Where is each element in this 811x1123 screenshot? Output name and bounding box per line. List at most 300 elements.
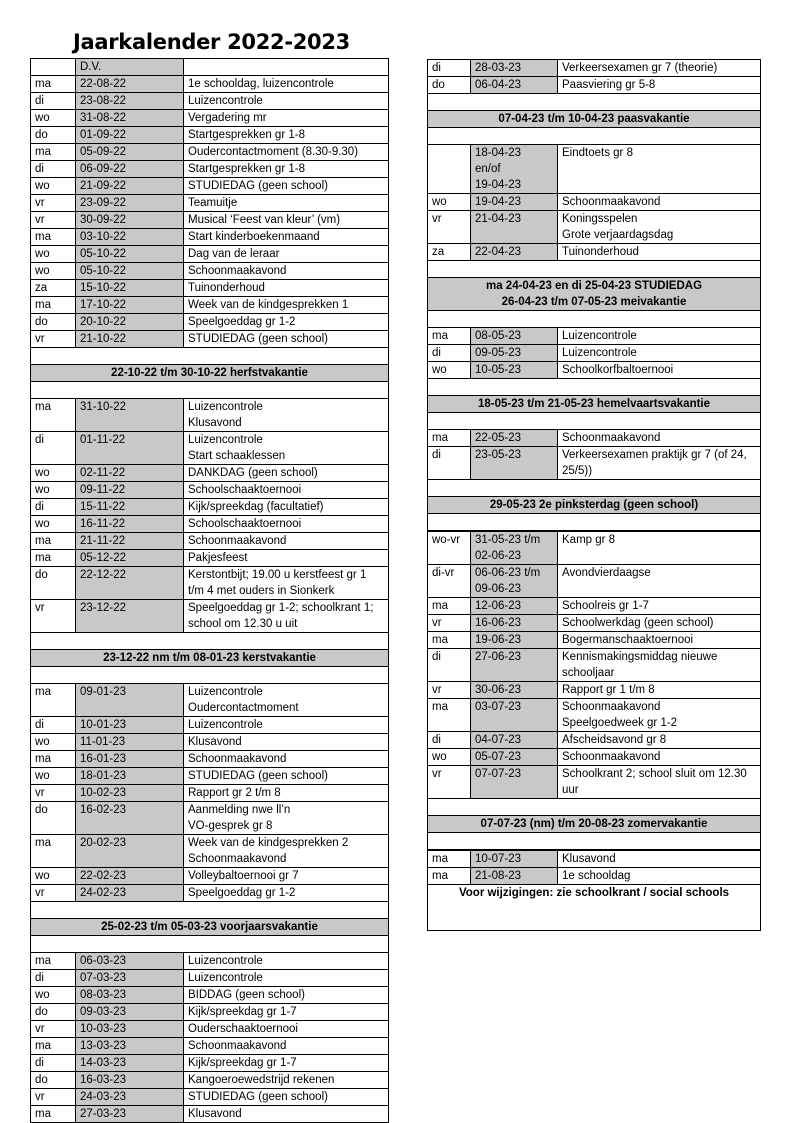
calendar-row [31,717,389,734]
date-cell: 16-03-23 [76,1072,184,1089]
calendar-row [31,835,389,868]
weekday-cell: ma [428,851,471,868]
date-cell: 16-11-22 [76,516,184,533]
calendar-row [31,297,389,314]
spacer-cell [31,633,389,650]
event-cell: Vergadering mr [184,110,389,127]
weekday-cell: wo [31,263,76,280]
spacer-cell [428,261,761,278]
weekday-cell: ma [428,868,471,885]
calendar-row [31,600,389,633]
event-cell: Klusavond [558,851,761,868]
spacer-cell [31,936,389,953]
date-cell: 09-01-23 [76,684,184,717]
date-cell: 05-10-22 [76,246,184,263]
weekday-cell: ma [428,598,471,615]
calendar-row [31,751,389,768]
date-cell: 20-02-23 [76,835,184,868]
date-cell: 28-03-23 [471,60,558,77]
event-cell: Kennismakingsmiddag nieuwe schooljaar [558,649,761,682]
calendar-row [31,1106,389,1123]
event-cell: Tuinonderhoud [184,280,389,297]
event-cell: Schoolschaaktoernooi [184,482,389,499]
vacation-header-row [428,816,761,833]
event-cell: Schoonmaakavond [558,194,761,211]
event-cell: Kijk/spreekdag (facultatief) [184,499,389,516]
date-cell: 10-01-23 [76,717,184,734]
weekday-cell: do [428,77,471,94]
calendar-row [31,314,389,331]
spacer-row [428,94,761,111]
date-cell: 01-09-22 [76,127,184,144]
date-cell: 06-04-23 [471,77,558,94]
weekday-cell: wo-vr [428,532,471,565]
weekday-cell: vr [428,682,471,699]
event-cell: Pakjesfeest [184,550,389,567]
event-cell: Startgesprekken gr 1-8 [184,127,389,144]
weekday-cell: di [31,499,76,516]
spacer-cell [31,902,389,919]
calendar-row [31,178,389,195]
calendar-row [31,868,389,885]
event-cell: Avondvierdaagse [558,565,761,598]
calendar-row [31,734,389,751]
calendar-row [31,331,389,348]
weekday-cell: ma [31,550,76,567]
event-cell: BIDDAG (geen school) [184,987,389,1004]
event-cell: Aanmelding nwe ll’n VO-gesprek gr 8 [184,802,389,835]
event-cell: Verkeersexamen praktijk gr 7 (of 24, 25/5)) [558,447,761,480]
weekday-cell: ma [31,399,76,432]
weekday-cell: ma [31,684,76,717]
weekday-cell: ma [31,229,76,246]
vacation-banner: ma 24-04-23 en di 25-04-23 STUDIEDAG 26-04-23 t/m 07-05-23 meivakantie [428,278,761,311]
spacer-cell [31,348,389,365]
date-cell: 21-09-22 [76,178,184,195]
date-cell: 05-09-22 [76,144,184,161]
spacer-cell [428,379,761,396]
calendar-row [31,987,389,1004]
calendar-table-right [427,59,761,931]
calendar-row [31,246,389,263]
calendar-row [428,77,761,94]
event-cell: Schoonmaakavond Speelgoedweek gr 1-2 [558,699,761,732]
event-cell: DANKDAG (geen school) [184,465,389,482]
date-cell: 06-03-23 [76,953,184,970]
weekday-cell: wo [428,362,471,379]
calendar-row [428,732,761,749]
date-cell: 02-11-22 [76,465,184,482]
weekday-cell: do [31,567,76,600]
date-cell: 20-10-22 [76,314,184,331]
date-cell: D.V. [76,59,184,76]
spacer-cell [428,413,761,430]
calendar-row [31,212,389,229]
calendar-row [428,328,761,345]
date-cell: 04-07-23 [471,732,558,749]
weekday-cell: ma [31,953,76,970]
date-cell: 01-11-22 [76,432,184,465]
spacer-row [31,667,389,684]
date-cell: 05-12-22 [76,550,184,567]
date-cell: 07-03-23 [76,970,184,987]
vacation-header-row [428,396,761,413]
calendar-row [428,851,761,868]
weekday-cell: wo [31,868,76,885]
event-cell: Schoonmaakavond [184,263,389,280]
spacer-row [428,261,761,278]
calendar-row [428,649,761,682]
date-cell: 31-08-22 [76,110,184,127]
calendar-row [31,1089,389,1106]
weekday-cell: do [31,127,76,144]
page-title: Jaarkalender 2022-2023 [73,30,350,54]
event-cell: Speelgoeddag gr 1-2; schoolkrant 1; school om 12.30 u uit [184,600,389,633]
event-cell: Luizencontrole Oudercontactmoment [184,684,389,717]
footer-row [428,885,761,931]
event-cell: Schoonmaakavond [184,751,389,768]
event-cell: STUDIEDAG (geen school) [184,331,389,348]
date-cell: 30-09-22 [76,212,184,229]
date-cell: 10-02-23 [76,785,184,802]
date-cell: 16-02-23 [76,802,184,835]
weekday-cell: wo [31,768,76,785]
event-cell: Kangoeroewedstrijd rekenen [184,1072,389,1089]
date-cell: 21-08-23 [471,868,558,885]
weekday-cell: vr [31,1021,76,1038]
calendar-row [428,211,761,244]
event-cell: STUDIEDAG (geen school) [184,178,389,195]
event-cell: Klusavond [184,1106,389,1123]
calendar-row [428,447,761,480]
weekday-cell: di [31,717,76,734]
weekday-cell: ma [31,76,76,93]
spacer-row [31,936,389,953]
date-cell: 22-12-22 [76,567,184,600]
calendar-row [428,682,761,699]
date-cell: 16-06-23 [471,615,558,632]
event-cell: Rapport gr 2 t/m 8 [184,785,389,802]
event-cell: Schoonmaakavond [558,430,761,447]
date-cell: 21-11-22 [76,533,184,550]
date-cell: 03-10-22 [76,229,184,246]
weekday-cell: di [428,345,471,362]
weekday-cell: di [31,161,76,178]
vacation-banner: 23-12-22 nm t/m 08-01-23 kerstvakantie [31,650,389,667]
calendar-row [31,1055,389,1072]
event-cell: Speelgoeddag gr 1-2 [184,314,389,331]
calendar-row [31,499,389,516]
spacer-row [428,128,761,145]
event-cell: 1e schooldag, luizencontrole [184,76,389,93]
spacer-cell [428,799,761,816]
weekday-cell: vr [31,331,76,348]
calendar-row [428,60,761,77]
date-cell: 09-11-22 [76,482,184,499]
weekday-cell: di [31,432,76,465]
date-cell: 23-09-22 [76,195,184,212]
calendar-row [31,465,389,482]
spacer-row [428,311,761,328]
date-cell: 10-03-23 [76,1021,184,1038]
weekday-cell: ma [428,430,471,447]
event-cell: Luizencontrole [558,328,761,345]
weekday-cell: vr [31,195,76,212]
weekday-cell: di [428,60,471,77]
calendar-row [31,533,389,550]
event-cell: STUDIEDAG (geen school) [184,768,389,785]
event-cell: Bogermanschaaktoernooi [558,632,761,649]
event-cell: Volleybaltoernooi gr 7 [184,868,389,885]
calendar-row [31,432,389,465]
date-cell: 10-05-23 [471,362,558,379]
weekday-cell: di [31,970,76,987]
event-cell: Oudercontactmoment (8.30-9.30) [184,144,389,161]
date-cell: 07-07-23 [471,766,558,799]
date-cell: 06-06-23 t/m 09-06-23 [471,565,558,598]
spacer-row [31,382,389,399]
date-cell: 24-02-23 [76,885,184,902]
calendar-row [31,229,389,246]
spacer-cell [428,311,761,328]
weekday-cell: wo [31,465,76,482]
date-cell: 15-11-22 [76,499,184,516]
calendar-row [428,345,761,362]
spacer-cell [428,128,761,145]
date-cell: 22-05-23 [471,430,558,447]
date-cell: 09-03-23 [76,1004,184,1021]
calendar-row [31,195,389,212]
calendar-table-left [30,58,389,1123]
spacer-row [428,514,761,531]
calendar-row [31,550,389,567]
weekday-cell: za [428,244,471,261]
calendar-row [428,766,761,799]
spacer-row [428,833,761,850]
date-cell: 23-08-22 [76,93,184,110]
vacation-banner: 07-07-23 (nm) t/m 20-08-23 zomervakantie [428,816,761,833]
calendar-row [31,76,389,93]
event-cell: Eindtoets gr 8 [558,145,761,194]
date-cell: 08-03-23 [76,987,184,1004]
date-cell: 05-10-22 [76,263,184,280]
weekday-cell: wo [31,178,76,195]
spacer-cell [428,94,761,111]
date-cell: 24-03-23 [76,1089,184,1106]
weekday-cell: vr [31,885,76,902]
spacer-row [31,348,389,365]
calendar-row [31,684,389,717]
calendar-row [428,532,761,565]
calendar-row [31,59,389,76]
date-cell: 31-10-22 [76,399,184,432]
event-cell: Dag van de leraar [184,246,389,263]
weekday-cell: ma [31,1106,76,1123]
calendar-row [428,749,761,766]
weekday-cell [428,145,471,194]
weekday-cell: wo [428,749,471,766]
weekday-cell: ma [31,835,76,868]
event-cell: Musical ‘Feest van kleur’ (vm) [184,212,389,229]
weekday-cell: vr [31,1089,76,1106]
date-cell: 23-12-22 [76,600,184,633]
weekday-cell: ma [31,533,76,550]
calendar-row [31,516,389,533]
event-cell: Klusavond [184,734,389,751]
event-cell: Schoolkorfbaltoernooi [558,362,761,379]
calendar-row [31,802,389,835]
event-cell: Week van de kindgesprekken 2 Schoonmaakavond [184,835,389,868]
calendar-row [31,127,389,144]
spacer-cell [428,833,761,850]
calendar-row [31,93,389,110]
weekday-cell: wo [31,246,76,263]
spacer-cell [31,382,389,399]
calendar-row [31,885,389,902]
calendar-row [31,161,389,178]
calendar-row [31,110,389,127]
date-cell: 11-01-23 [76,734,184,751]
weekday-cell: ma [31,1038,76,1055]
calendar-row [31,1072,389,1089]
date-cell: 21-04-23 [471,211,558,244]
event-cell: Luizencontrole [184,970,389,987]
event-cell: Paasviering gr 5-8 [558,77,761,94]
date-cell: 18-04-23 en/of 19-04-23 [471,145,558,194]
weekday-cell: vr [428,615,471,632]
weekday-cell: di-vr [428,565,471,598]
event-cell: Koningsspelen Grote verjaardagsdag [558,211,761,244]
date-cell: 22-08-22 [76,76,184,93]
event-cell: Luizencontrole Start schaaklessen [184,432,389,465]
vacation-header-row [428,497,761,514]
spacer-row [31,633,389,650]
calendar-row [428,244,761,261]
event-cell: Luizencontrole [558,345,761,362]
calendar-row [31,567,389,600]
calendar-row [428,615,761,632]
date-cell: 27-03-23 [76,1106,184,1123]
calendar-row [428,632,761,649]
event-cell: Speelgoeddag gr 1-2 [184,885,389,902]
spacer-row [428,379,761,396]
calendar-row [428,194,761,211]
weekday-cell: ma [428,632,471,649]
event-cell: Kerstontbijt; 19.00 u kerstfeest gr 1 t/m 4 met ouders in Sionkerk [184,567,389,600]
weekday-cell: do [31,1004,76,1021]
calendar-row [31,399,389,432]
vacation-banner: 29-05-23 2e pinksterdag (geen school) [428,497,761,514]
date-cell: 15-10-22 [76,280,184,297]
event-cell: Rapport gr 1 t/m 8 [558,682,761,699]
spacer-cell [31,667,389,684]
event-cell: Luizencontrole [184,953,389,970]
footer-note: Voor wijzigingen: zie schoolkrant / social schools [428,885,761,931]
weekday-cell: do [31,1072,76,1089]
calendar-row [31,768,389,785]
calendar-row [428,699,761,732]
weekday-cell: wo [31,482,76,499]
date-cell: 10-07-23 [471,851,558,868]
vacation-header-row [31,365,389,382]
vacation-header-row [31,919,389,936]
weekday-cell: ma [428,328,471,345]
event-cell: Luizencontrole [184,93,389,110]
date-cell: 27-06-23 [471,649,558,682]
weekday-cell: di [428,732,471,749]
event-cell [184,59,389,76]
weekday-cell: vr [428,211,471,244]
date-cell: 17-10-22 [76,297,184,314]
weekday-cell: za [31,280,76,297]
event-cell: Kijk/spreekdag gr 1-7 [184,1004,389,1021]
event-cell: Luizencontrole [184,717,389,734]
vacation-header-row [428,111,761,128]
date-cell: 06-09-22 [76,161,184,178]
weekday-cell: wo [31,734,76,751]
weekday-cell [31,59,76,76]
date-cell: 19-06-23 [471,632,558,649]
spacer-cell [428,514,761,531]
date-cell: 08-05-23 [471,328,558,345]
date-cell: 14-03-23 [76,1055,184,1072]
calendar-row [31,785,389,802]
date-cell: 18-01-23 [76,768,184,785]
event-cell: Schoonmaakavond [558,749,761,766]
weekday-cell: vr [31,212,76,229]
weekday-cell: wo [31,987,76,1004]
date-cell: 22-04-23 [471,244,558,261]
date-cell: 30-06-23 [471,682,558,699]
spacer-row [428,480,761,497]
weekday-cell: ma [31,751,76,768]
calendar-row [428,145,761,194]
spacer-row [428,799,761,816]
weekday-cell: di [31,1055,76,1072]
calendar-row [428,868,761,885]
calendar-row [31,280,389,297]
weekday-cell: di [31,93,76,110]
event-cell: Afscheidsavond gr 8 [558,732,761,749]
calendar-row [31,263,389,280]
date-cell: 03-07-23 [471,699,558,732]
event-cell: Kamp gr 8 [558,532,761,565]
date-cell: 22-02-23 [76,868,184,885]
date-cell: 16-01-23 [76,751,184,768]
vacation-header-row [428,278,761,311]
calendar-row [31,482,389,499]
event-cell: Schoonmaakavond [184,1038,389,1055]
weekday-cell: wo [428,194,471,211]
event-cell: Week van de kindgesprekken 1 [184,297,389,314]
event-cell: Verkeersexamen gr 7 (theorie) [558,60,761,77]
vacation-banner: 25-02-23 t/m 05-03-23 voorjaarsvakantie [31,919,389,936]
vacation-header-row [31,650,389,667]
weekday-cell: ma [31,144,76,161]
weekday-cell: ma [428,699,471,732]
event-cell: Schoolschaaktoernooi [184,516,389,533]
event-cell: Kijk/spreekdag gr 1-7 [184,1055,389,1072]
weekday-cell: do [31,802,76,835]
date-cell: 13-03-23 [76,1038,184,1055]
weekday-cell: vr [31,600,76,633]
date-cell: 23-05-23 [471,447,558,480]
weekday-cell: wo [31,110,76,127]
weekday-cell: di [428,649,471,682]
date-cell: 05-07-23 [471,749,558,766]
event-cell: Schoolkrant 2; school sluit om 12.30 uur [558,766,761,799]
calendar-row [31,1038,389,1055]
